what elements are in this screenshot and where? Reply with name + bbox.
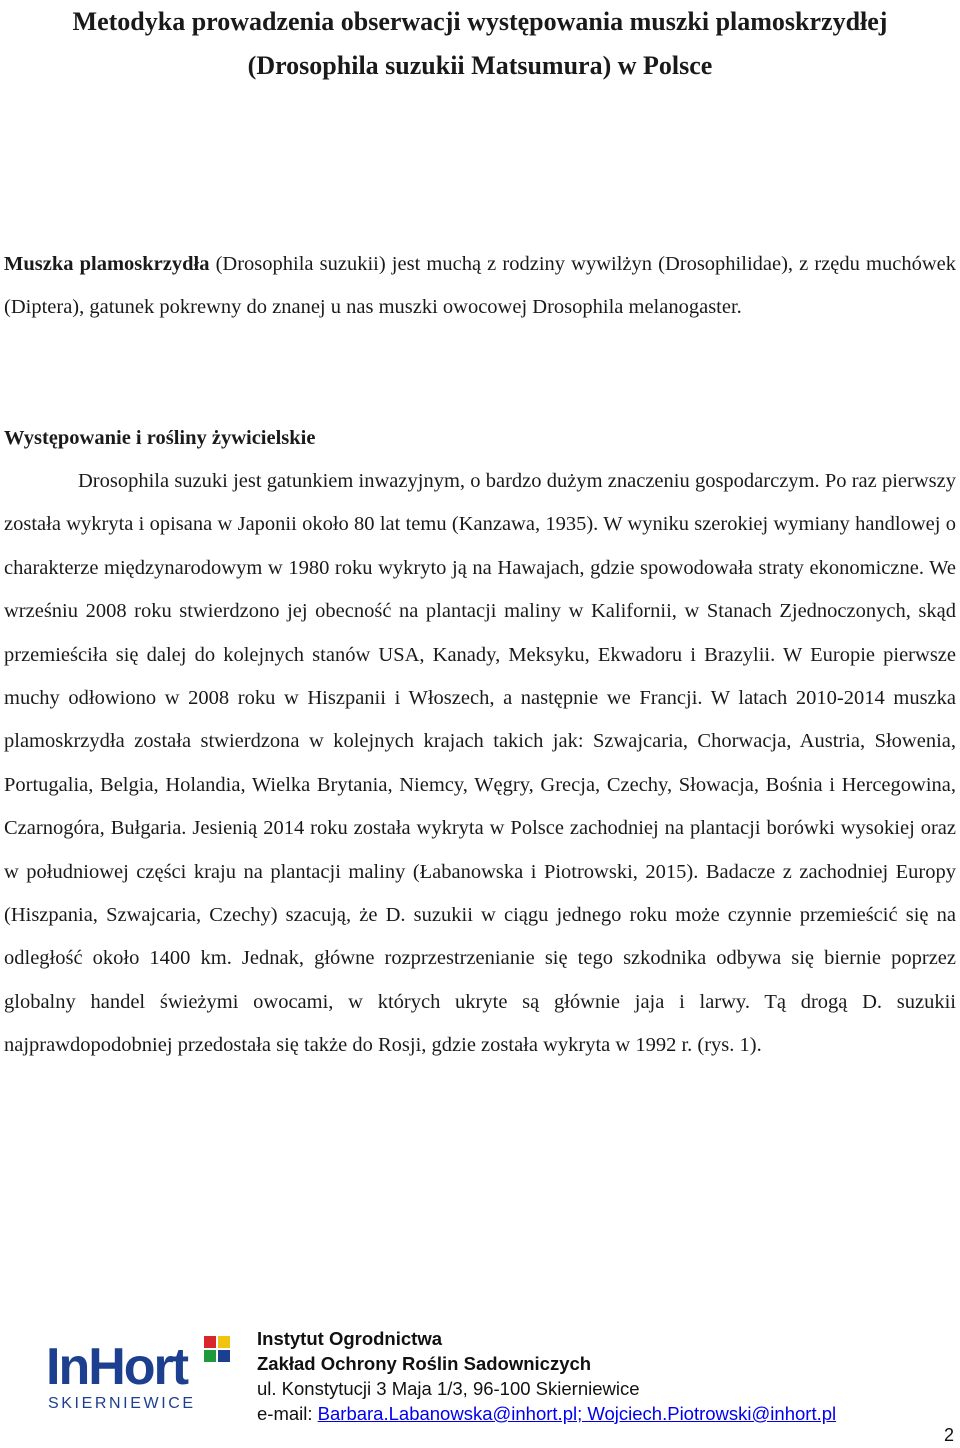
page-number: 2 bbox=[943, 1425, 954, 1445]
inhort-logo bbox=[44, 1334, 234, 1414]
logo-square-green bbox=[204, 1350, 216, 1362]
email-links[interactable]: Barbara.Labanowska@inhort.pl; Wojciech.Piotrowski@inhort.pl bbox=[317, 1403, 837, 1424]
page-footer bbox=[0, 1320, 960, 1448]
logo-text: InHort bbox=[46, 1338, 188, 1396]
title-line-2: (Drosophila suzukii Matsumura) w Polsce bbox=[247, 51, 713, 80]
logo-square-yellow bbox=[218, 1336, 230, 1348]
section-heading: Występowanie i rośliny żywicielskie bbox=[4, 427, 316, 449]
intro-lead: Muszka plamoskrzydła bbox=[4, 253, 210, 275]
institute-address: ul. Konstytucji 3 Maja 1/3, 96-100 Skierniewice bbox=[257, 1378, 640, 1399]
intro-text: (Drosophila suzukii) jest muchą z rodziny wywilżyn (Drosophilidae), z rzędu muchówek (Diptera), gatunek pokrewny do znanej u nas muszki owocowej Drosophila melanogaster. bbox=[4, 253, 956, 319]
intro-paragraph bbox=[4, 243, 956, 330]
department-name: Zakład Ochrony Roślin Sadowniczych bbox=[257, 1353, 592, 1374]
logo-square-blue bbox=[218, 1350, 230, 1362]
section-paragraph: Drosophila suzuki jest gatunkiem inwazyjnym, o bardzo dużym znaczeniu gospodarczym. Po raz pierwszy została wykryta i opisana w Japonii około 80 lat temu (Kanzawa, 1935). W wyniku szerokiej wymiany handlowej o charakterze międzynarodowym w 1980 roku wykryto ją na Hawajach, gdzie spowodowała straty ekonomiczne. We wrześniu 2008 roku stwierdzono jej obecność na plantacji maliny w Kalifornii, w Stanach Zjednoczonych, skąd przemieściła się dalej do kolejnych stanów USA, Kanady, Meksyku, Ekwadoru i Brazylii. W Europie pierwsze muchy odłowiono w 2008 roku w Hiszpanii i Włoszech, a następnie we Francji. W latach 2010-2014 muszka plamoskrzydła została stwierdzona w kolejnych krajach takich jak: Szwajcaria, Chorwacja, Austria, Słowenia, Portugalia, Belgia, Holandia, Wielka Brytania, Niemcy, Węgry, Grecja, Czechy, Słowacja, Bośnia i Hercegowina, Czarnogóra, Bułgaria. Jesienią 2014 roku została wykryta w Polsce zachodniej na plantacji borówki wysokiej oraz w południowej części kraju na plantacji maliny (Łabanowska i Piotrowski, 2015). Badacze z zachodniej Europy (Hiszpania, Szwajcaria, Czechy) szacują, że D. suzukii w ciągu jednego roku może czynnie przemieścić się na odległość około 1400 km. Jednak, główne rozprzestrzenianie się tego szkodnika odbywa się biernie poprzez globalny handel świeżymi owocami, w których ukryte są głównie jaja i larwy. Tą drogą D. suzukii najprawdopodobniej przedostała się także do Rosji, gdzie została wykryta w 1992 r. (rys. 1). bbox=[4, 470, 956, 1057]
institute-name: Instytut Ogrodnictwa bbox=[257, 1328, 442, 1349]
logo-square-red bbox=[204, 1336, 216, 1348]
institute-info bbox=[257, 1326, 836, 1426]
document-title bbox=[0, 0, 960, 88]
email-line bbox=[257, 1401, 836, 1426]
title-line-1: Metodyka prowadzenia obserwacji występowania muszki plamoskrzydłej bbox=[72, 7, 888, 36]
email-label: e-mail: bbox=[257, 1403, 318, 1424]
logo-subtext: SKIERNIEWICE bbox=[48, 1395, 196, 1412]
